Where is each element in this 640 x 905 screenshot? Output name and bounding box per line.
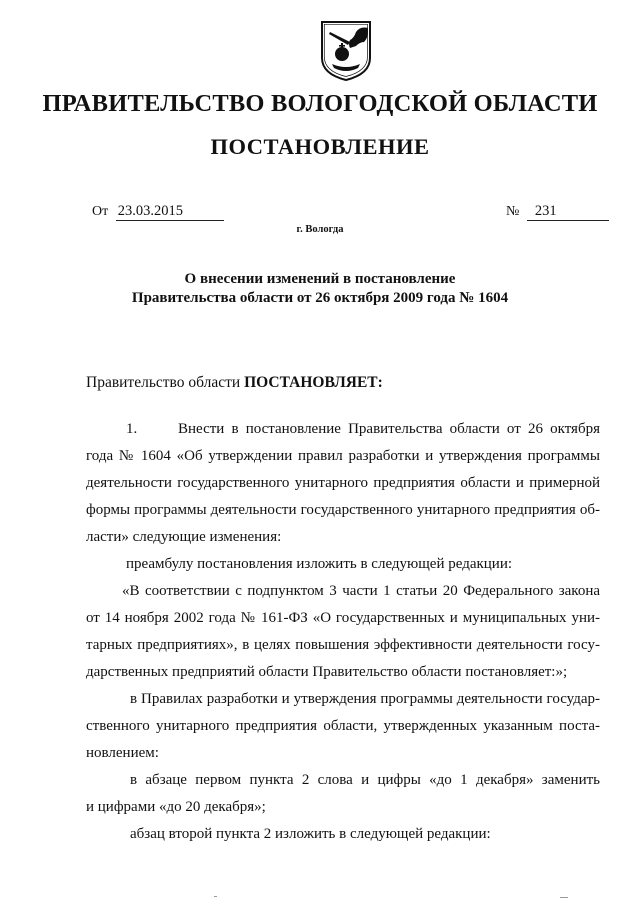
body-line: абзац второй пункта 2 изложить в следующей редакции: <box>130 826 491 842</box>
government-title: ПРАВИТЕЛЬСТВО ВОЛОГОДСКОЙ ОБЛАСТИ <box>42 90 598 117</box>
body-line: в Правилах разработки и утверждения программы деятельности государ- <box>130 691 600 707</box>
body-line: ласти» следующие изменения: <box>86 529 282 545</box>
number-label: № <box>506 204 520 219</box>
number-value: 231 <box>527 203 609 221</box>
document-type: ПОСТАНОВЛЕНИЕ <box>210 134 430 159</box>
body-line <box>86 416 600 443</box>
item-number: 1. <box>126 421 138 437</box>
body-line: в абзаце первом пункта 2 слова и цифры «до 1 декабря» заменить <box>130 772 600 788</box>
body-line: и цифрами «до 20 декабря»; <box>86 799 266 815</box>
body-line: ственного унитарного предприятия области, утвержденных указанным поста- <box>86 718 600 734</box>
body-text: Внести в постановление Правительства области от 26 октября <box>178 421 600 437</box>
body-line: года № 1604 «Об утверждении правил разработки и утверждения программы <box>86 448 600 464</box>
city-name: г. Вологда <box>296 224 344 235</box>
vologda-coat-of-arms-icon <box>320 20 372 82</box>
subject-line: Правительства области от 26 октября 2009 года № 1604 <box>131 290 509 306</box>
body-line: «В соответствии с подпунктом 3 части 1 статьи 20 Федерального закона <box>122 583 600 599</box>
body-line: преамбулу постановления изложить в следующей редакции: <box>126 556 513 572</box>
document-date <box>92 203 224 221</box>
date-label: От <box>92 204 109 219</box>
document-number <box>506 203 609 221</box>
body-line: от 14 ноября 2002 года № 161-ФЗ «О государственных и муниципальных уни- <box>86 610 600 626</box>
body-line: формы программы деятельности государственного унитарного предприятия об- <box>86 502 600 518</box>
scan-artifact <box>214 896 217 897</box>
scan-artifact <box>560 897 568 898</box>
lead-keyword: ПОСТАНОВЛЯЕТ: <box>244 374 383 391</box>
body-line: дарственных предприятий области Правительство области постановляет:»; <box>86 664 568 680</box>
resolution-lead <box>86 374 383 392</box>
document-body <box>86 416 600 848</box>
date-value: 23.03.2015 <box>116 203 224 221</box>
body-line: деятельности государственного унитарного предприятия области и примерной <box>86 475 600 491</box>
body-line: тарных предприятиях», в целях повышения эффективности деятельности госу- <box>86 637 600 653</box>
lead-text: Правительство области <box>86 374 245 391</box>
document-subject <box>40 270 600 308</box>
body-line: новлением: <box>86 745 159 761</box>
subject-line: О внесении изменений в постановление <box>184 271 456 287</box>
